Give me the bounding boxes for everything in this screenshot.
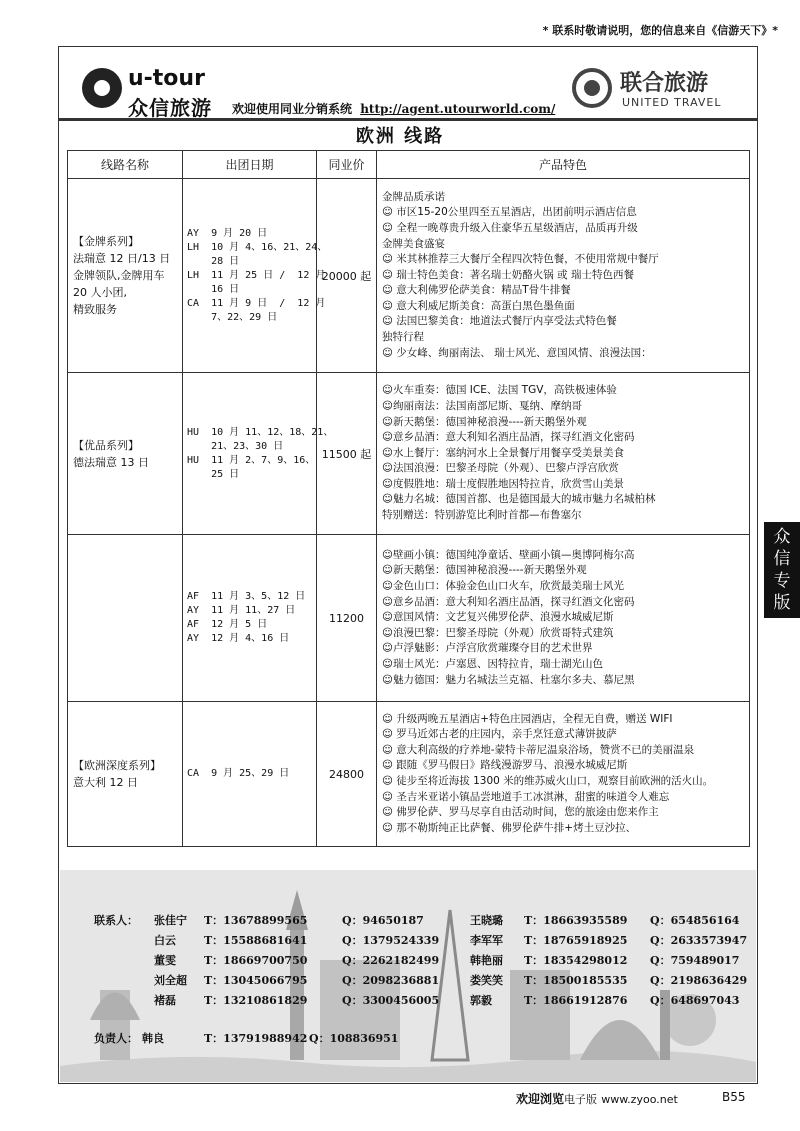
features-cell-line: ☺魅力名城：德国首都、也是德国最大的城市魅力名城柏林 [382, 493, 656, 506]
features-cell [377, 702, 750, 847]
features-cell-line: ☺ 圣吉米亚诺小镇品尝地道手工冰淇淋，甜蜜的味道令人难忘 [382, 790, 670, 803]
features-cell-line: ☺ 佛罗伦萨、罗马尽享自由活动时间，您的旅途由您来作主 [382, 806, 659, 819]
features-cell-line: 金牌美食盛宴 [382, 237, 445, 250]
source-note: * 联系时敬请说明，您的信息来自《信游天下》* [542, 24, 778, 37]
depart-dates-cell [183, 535, 317, 702]
route-name-cell-line: 金牌领队,金牌用车 [73, 269, 165, 282]
depart-dates-cell-line: LH 10 月 4、16、21、24、 [187, 241, 328, 253]
features-cell-line: ☺度假胜地：瑞士度假胜地因特拉肯，欣赏雪山美景 [382, 477, 624, 490]
united-travel-cn: 联合旅游 [620, 71, 709, 96]
united-travel-mark-icon [572, 68, 612, 108]
welcome-line [232, 100, 555, 117]
agent-url-link[interactable]: http://agent.utourworld.com/ [360, 102, 556, 116]
contact-name: 董雯 [154, 954, 176, 967]
route-name-cell-line: 【金牌系列】 [73, 235, 139, 248]
header-depart-date: 出团日期 [183, 151, 317, 179]
features-cell-line: ☺ 意大利高级的疗养地-蒙特卡蒂尼温泉浴场，赞赏不已的美丽温泉 [382, 743, 695, 756]
contact-name: 娄笑笑 [470, 974, 503, 987]
features-cell-line: 特别赠送：特别游览比利时首都—布鲁塞尔 [382, 509, 582, 522]
features-cell-line: ☺ 市区15-20公里四至五星酒店，出团前明示酒店信息 [382, 206, 637, 219]
features-cell-line: 金牌品质承诺 [382, 190, 445, 203]
depart-dates-cell-line: HU 10 月 11、12、18、21、 [187, 426, 334, 438]
contact-qq: Q：759489017 [650, 954, 740, 967]
route-name-cell-line: 德法瑞意 13 日 [73, 455, 149, 469]
contact-phone: T：13678899565 [204, 914, 308, 927]
price-cell: 11200 [317, 535, 377, 702]
depart-dates-cell-line: 28 日 [187, 255, 240, 267]
header-price: 同业价 [317, 151, 377, 179]
route-name-cell [68, 179, 183, 373]
contact-qq: Q：1379524339 [342, 934, 440, 947]
contact-qq: Q：648697043 [650, 994, 740, 1007]
depart-dates-cell-line: AY 11 月 11、27 日 [187, 605, 296, 616]
speech-bubble-icon [82, 68, 122, 108]
features-cell-line: ☺绚丽南法：法国南部尼斯、戛纳、摩纳哥 [382, 399, 582, 412]
page-number: B55 [722, 1090, 746, 1104]
features-cell-line: ☺金色山口：体验金色山口火车，欣赏最美瑞士风光 [382, 580, 624, 593]
footer-edition: 电子版 [564, 1093, 598, 1106]
features-cell-line: ☺火车重奏：德国 ICE、法国 TGV，高铁极速体验 [382, 384, 617, 397]
contact-name: 刘全超 [154, 974, 187, 987]
side-tab-char: 众 [773, 527, 791, 547]
route-name-cell-line: 20 人小团, [73, 286, 127, 299]
contact-phone: T：18661912876 [524, 994, 628, 1007]
route-name-cell-line: 【欧洲深度系列】 [73, 759, 161, 772]
contact-phone: T：18354298012 [524, 954, 628, 967]
depart-dates-cell-line: AY 12 月 4、16 日 [187, 633, 290, 644]
contact-name: 张佳宁 [154, 914, 187, 927]
header-route-name: 线路名称 [68, 151, 183, 179]
route-name-cell [68, 373, 183, 535]
contact-phone: T：18500185535 [524, 974, 628, 987]
features-cell-line: ☺ 少女峰、绚丽南法、 瑞士风光、意国风情、浪漫法国： [382, 346, 652, 359]
depart-dates-cell-line: 16 日 [187, 283, 240, 295]
features-cell-line: ☺ 意大利佛罗伦萨美食：精品T骨牛排餐 [382, 284, 571, 297]
contact-phone: T：13045066795 [204, 974, 308, 987]
depart-dates-cell-line: CA 9 月 25、29 日 [187, 768, 290, 779]
utour-logo-latin: u-tour [128, 66, 205, 91]
features-cell-line: ☺新天鹅堡：德国神秘浪漫----新天鹅堡外观 [382, 564, 587, 577]
header-features: 产品特色 [377, 151, 750, 179]
utour-logo-cn: 众信旅游 [128, 96, 212, 120]
table-row [68, 535, 750, 702]
united-travel-logo [572, 66, 752, 118]
contact-qq: Q：2262182499 [342, 954, 440, 967]
contact-qq: Q：2098236881 [342, 974, 440, 987]
page-title: 欧洲 线路 [355, 126, 445, 147]
manager-name: 韩良 [142, 1032, 164, 1045]
features-cell-line: ☺ 那不勒斯纯正比萨餐、佛罗伦萨牛排+烤土豆沙拉、 [382, 821, 637, 834]
features-cell-line: ☺ 瑞士特色美食：著名瑞士奶酪火锅 或 瑞士特色西餐 [382, 268, 634, 281]
features-cell [377, 373, 750, 535]
route-name-cell-line: 精致服务 [73, 303, 117, 316]
price-cell: 20000 起 [317, 179, 377, 373]
depart-dates-cell [183, 702, 317, 847]
side-tab-char: 专 [773, 571, 791, 591]
route-name-cell-line: 法瑞意 12 日/13 日 [73, 252, 171, 265]
features-cell [377, 179, 750, 373]
contact-qq: Q：94650187 [342, 914, 424, 927]
depart-dates-cell-line: AF 11 月 3、5、12 日 [187, 591, 306, 602]
depart-dates-cell-line: CA 11 月 9 日 / 12 月 [187, 297, 326, 309]
features-cell-line: ☺浪漫巴黎：巴黎圣母院（外观）欣赏哥特式建筑 [382, 626, 614, 639]
contact-name: 韩艳丽 [470, 954, 503, 967]
features-cell [377, 535, 750, 702]
contact-phone: T：18765918925 [524, 934, 628, 947]
features-cell-line: 独特行程 [382, 331, 424, 344]
contact-name: 白云 [154, 934, 176, 947]
features-cell-line: ☺意乡品酒：意大利知名酒庄品酒，探寻红酒文化密码 [382, 595, 635, 608]
features-cell-line: ☺ 跟随《罗马假日》路线漫游罗马、浪漫水城威尼斯 [382, 759, 628, 772]
features-cell-line: ☺ 全程一晚尊贵升级入住豪华五星级酒店，品质再升级 [382, 221, 638, 234]
contact-name: 王晓璐 [470, 914, 503, 927]
depart-dates-cell-line: 7、22、29 日 [187, 311, 278, 323]
manager-label: 负责人： [94, 1032, 138, 1045]
contact-name: 李军军 [470, 934, 503, 947]
features-cell-line: ☺ 罗马近郊古老的庄园内，亲手烹饪意式薄饼披萨 [382, 728, 617, 741]
depart-dates-cell-line: 25 日 [187, 468, 240, 480]
features-cell-line: ☺ 徒步至将近海拔 1300 米的维苏威火山口，观察目前欧洲的活火山。 [382, 775, 714, 787]
contact-qq: Q：2633573947 [650, 934, 748, 947]
table-row [68, 179, 750, 373]
contacts-label: 联系人： [94, 914, 138, 927]
manager-phone: T：13791988942 [204, 1032, 308, 1045]
utour-logo [82, 66, 222, 120]
route-name-cell-line: 【优品系列】 [73, 438, 139, 452]
depart-dates-cell [183, 179, 328, 373]
routes-table [67, 150, 750, 847]
route-name-cell-line: 意大利 12 日 [73, 776, 138, 789]
features-cell-line: ☺壁画小镇：德国纯净童话、壁画小镇—奥博阿梅尔高 [382, 548, 635, 561]
table-row [68, 702, 750, 847]
footer-site-link[interactable]: www.zyoo.net [601, 1093, 678, 1106]
price-cell: 24800 [317, 702, 377, 847]
contact-qq: Q：654856164 [650, 914, 740, 927]
manager-qq: Q：108836951 [309, 1032, 399, 1045]
route-name-cell [68, 535, 183, 702]
features-cell-line: ☺意国风情：文艺复兴佛罗伦萨、浪漫水城威尼斯 [382, 611, 614, 624]
welcome-text: 欢迎使用同业分销系统 [232, 102, 353, 116]
depart-dates-cell-line: AF 12 月 5 日 [187, 619, 268, 630]
features-cell-line: ☺意乡品酒：意大利知名酒庄品酒，探寻红酒文化密码 [382, 431, 635, 444]
price-cell: 11500 起 [317, 373, 377, 535]
features-cell-line: ☺法国浪漫：巴黎圣母院（外观）、巴黎卢浮宫欣赏 [382, 462, 619, 475]
depart-dates-cell-line: AY 9 月 20 日 [187, 227, 268, 239]
features-cell-line: ☺ 米其林推荐三大餐厅全程四次特色餐，不使用常规中餐厅 [382, 253, 659, 266]
depart-dates-cell-line: 21、23、30 日 [187, 440, 284, 452]
depart-dates-cell-line: HU 11 月 2、7、9、16、 [187, 454, 316, 466]
features-cell-line: ☺卢浮魅影：卢浮宫欣赏璀璨夺目的艺术世界 [382, 642, 593, 655]
side-tab-char: 信 [773, 549, 791, 569]
side-tab-char: 版 [773, 593, 791, 613]
contact-name: 褚磊 [154, 994, 176, 1007]
features-cell-line: ☺新天鹅堡：德国神秘浪漫----新天鹅堡外观 [382, 415, 587, 428]
contact-phone: T：15588681641 [204, 934, 308, 947]
table-header-row [68, 151, 750, 179]
features-cell-line: ☺ 法国巴黎美食：地道法式餐厅内享受法式特色餐 [382, 315, 617, 328]
features-cell-line: ☺魅力德国：魅力名城法兰克福、杜塞尔多夫、慕尼黑 [382, 673, 635, 686]
header-divider [58, 118, 758, 121]
contact-phone: T：18663935589 [524, 914, 628, 927]
route-name-cell [68, 702, 183, 847]
united-travel-en: UNITED TRAVEL [622, 96, 722, 109]
contact-qq: Q：3300456005 [342, 994, 440, 1007]
features-cell-line: ☺ 升级两晚五星酒店+特色庄园酒店，全程无自费，赠送 WIFI [382, 712, 673, 725]
features-cell-line: ☺ 意大利威尼斯美食：高蛋白黑色墨鱼面 [382, 299, 575, 312]
table-row [68, 373, 750, 535]
features-cell-line: ☺水上餐厅：塞纳河水上全景餐厅用餐享受美景美食 [382, 446, 624, 459]
contact-qq: Q：2198636429 [650, 974, 748, 987]
depart-dates-cell [183, 373, 334, 535]
contact-phone: T：18669700750 [204, 954, 308, 967]
depart-dates-cell-line: LH 11 月 25 日 / 12 月 [187, 269, 326, 281]
contact-name: 郭毅 [470, 994, 492, 1007]
side-tab [764, 522, 800, 618]
contact-phone: T：13210861829 [204, 994, 308, 1007]
footer-welcome: 欢迎浏览 [516, 1092, 565, 1106]
page-footer [516, 1090, 746, 1107]
features-cell-line: ☺瑞士风光：卢塞恩、因特拉肯，瑞士湖光山色 [382, 657, 603, 670]
